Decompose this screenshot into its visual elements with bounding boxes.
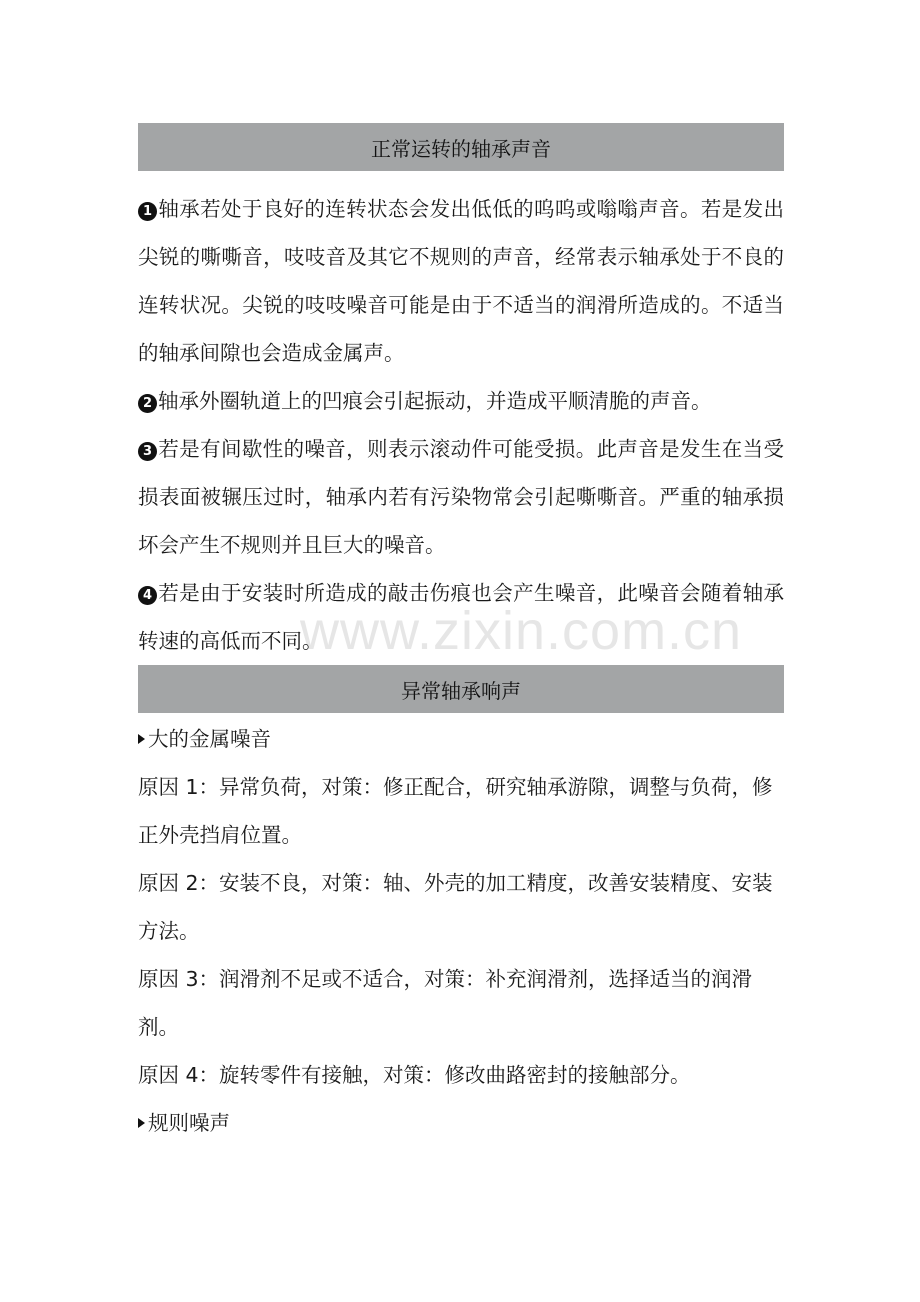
watermark: www.zixin.com.cn <box>300 601 743 661</box>
paragraph-1 <box>138 185 784 377</box>
cause-1: 原因 1：异常负荷，对策：修正配合，研究轴承游隙，调整与负荷，修正外壳挡肩位置。 <box>138 775 773 847</box>
paragraph-2-text: 轴承外圈轨道上的凹痕会引起振动，并造成平顺清脆的声音。 <box>158 389 712 413</box>
cause-4: 原因 4：旋转零件有接触，对策：修改曲路密封的接触部分。 <box>138 1063 691 1087</box>
section-title-abnormal-sound: 异常轴承响声 <box>138 665 784 713</box>
number-3-icon: 3 <box>138 442 157 461</box>
subheading-loud-metal-noise <box>138 715 784 763</box>
cause-3: 原因 3：润滑剂不足或不适合，对策：补充润滑剂，选择适当的润滑剂。 <box>138 967 753 1039</box>
triangle-bullet-icon <box>138 734 145 744</box>
number-1-icon: 1 <box>138 202 157 221</box>
paragraph-1-text: 轴承若处于良好的连转状态会发出低低的呜呜或嗡嗡声音。若是发出尖锐的嘶嘶音，吱吱音及其它不规则的声音，经常表示轴承处于不良的连转状况。尖锐的吱吱噪音可能是由于不适当的润滑所造成的。不适当的轴承间隙也会造成金属声。 <box>138 197 784 365</box>
paragraph-4 <box>138 569 784 665</box>
paragraph-4-text: 若是由于安装时所造成的敲击伤痕也会产生噪音，此噪音会随着轴承转速的高低而不同。 <box>138 581 784 653</box>
paragraph-3 <box>138 425 784 569</box>
cause-2: 原因 2：安装不良，对策：轴、外壳的加工精度，改善安装精度、安装方法。 <box>138 871 773 943</box>
subheading-regular-noise <box>138 1099 784 1147</box>
paragraph-2 <box>138 377 784 425</box>
abnormal-sound-content <box>138 715 784 1147</box>
subheading-2-text: 规则噪声 <box>148 1111 230 1135</box>
normal-sound-paragraphs <box>138 185 784 665</box>
triangle-bullet-icon <box>138 1118 145 1128</box>
section-title-normal-sound: 正常运转的轴承声音 <box>138 123 784 171</box>
subheading-1-text: 大的金属噪音 <box>148 727 271 751</box>
number-4-icon: 4 <box>138 586 157 605</box>
number-2-icon: 2 <box>138 394 157 413</box>
document-content <box>138 123 784 1147</box>
paragraph-3-text: 若是有间歇性的噪音，则表示滚动件可能受损。此声音是发生在当受损表面被辗压过时，轴承内若有污染物常会引起嘶嘶音。严重的轴承损坏会产生不规则并且巨大的噪音。 <box>138 437 784 557</box>
